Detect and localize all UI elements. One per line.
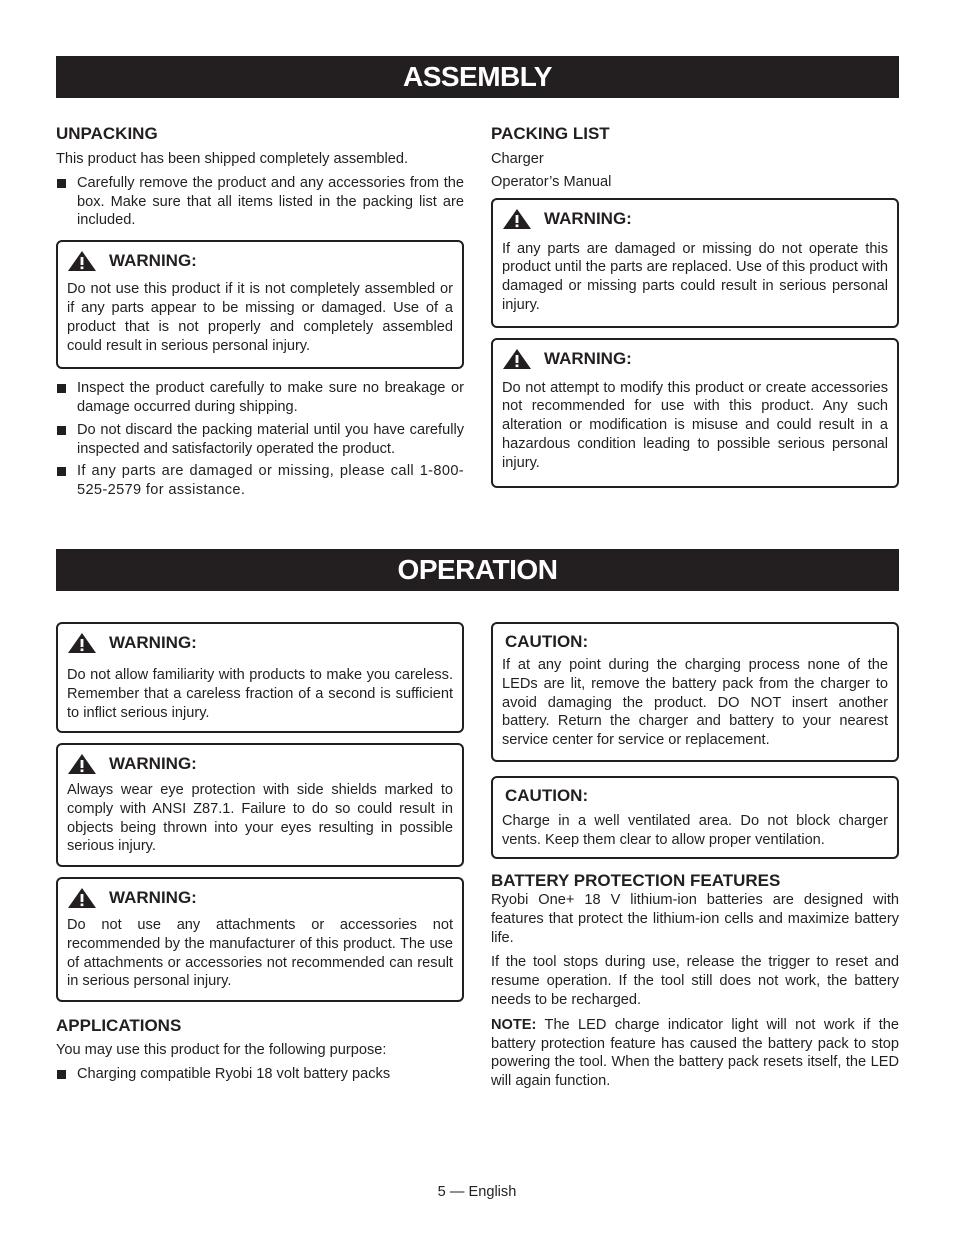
note-label: NOTE: bbox=[491, 1016, 537, 1033]
battery-protection-paragraph: Ryobi One+ 18 V lithium-ion batteries are designed with features that protect the lithium-ion cells and maximize battery life. bbox=[491, 892, 899, 946]
operation-right-column bbox=[491, 622, 899, 1091]
operation-warning-box-2 bbox=[56, 743, 464, 867]
warning-title bbox=[502, 208, 888, 230]
unpacking-intro: This product has been shipped completely assembled. bbox=[56, 151, 409, 167]
warning-title bbox=[67, 753, 453, 775]
warning-title-text: WARNING: bbox=[109, 633, 197, 652]
applications-heading: APPLICATIONS bbox=[56, 1016, 182, 1035]
packing-list-heading: PACKING LIST bbox=[491, 124, 610, 143]
unpacking-warning-box bbox=[56, 240, 464, 369]
applications-bullets bbox=[56, 1065, 464, 1084]
operation-header: OPERATION bbox=[56, 549, 899, 591]
warning-title-text: WARNING: bbox=[109, 888, 197, 907]
packing-warning-box-2 bbox=[491, 338, 899, 488]
warning-text: Do not attempt to modify this product or create accessories not recommended for use with this product. Any such alteration or modification is misuse and could result in a hazardous condition leading to possible serious personal injury. bbox=[502, 379, 888, 471]
packing-warning-box-1 bbox=[491, 198, 899, 328]
caution-box-1 bbox=[491, 622, 899, 762]
operation-warning-box-3 bbox=[56, 877, 464, 1002]
packing-list-section bbox=[491, 124, 899, 488]
warning-text: Always wear eye protection with side shields marked to comply with ANSI Z87.1. Failure to do so could result in objects being thrown into your eyes resulting in possible serious injury. bbox=[67, 782, 453, 855]
battery-protection-paragraph: If the tool stops during use, release the trigger to reset and resume operation. If the tool still does not work, the battery needs to be recharged. bbox=[491, 954, 899, 1008]
battery-protection-note bbox=[491, 1016, 899, 1091]
warning-title-text: WARNING: bbox=[544, 348, 632, 368]
operation-left-column bbox=[56, 622, 464, 1084]
unpacking-bullets-top bbox=[56, 174, 464, 230]
caution-title: CAUTION: bbox=[505, 786, 589, 805]
caution-text: If at any point during the charging process none of the LEDs are lit, remove the battery pack from the charger to avoid damaging the product. DO NOT insert another battery. Return the charger and battery to your nearest service center for service or replacement. bbox=[502, 657, 888, 749]
warning-triangle-icon bbox=[67, 632, 97, 654]
caution-box-2 bbox=[491, 776, 899, 859]
note-text: The LED charge indicator light will not work if the battery protection feature has caused the battery pack to stop powering the tool. When the battery pack resets itself, the LED will again function. bbox=[491, 1016, 899, 1090]
warning-title bbox=[67, 632, 453, 654]
operation-warning-box-1 bbox=[56, 622, 464, 733]
list-item: Inspect the product carefully to make sure no breakage or damage occurred during shipping. bbox=[56, 379, 464, 417]
warning-title bbox=[67, 887, 453, 909]
warning-triangle-icon bbox=[67, 887, 97, 909]
warning-text: Do not use any attachments or accessories not recommended by the manufacturer of this product. The use of attachments or accessories not recommended can result in serious personal injury. bbox=[67, 917, 453, 990]
list-item: Carefully remove the product and any accessories from the box. Make sure that all items listed in the packing list are included. bbox=[56, 174, 464, 230]
unpacking-bullets-bottom bbox=[56, 379, 464, 500]
warning-text: Do not allow familiarity with products to make you careless. Remember that a careless fraction of a second is sufficient to inflict serious injury. bbox=[67, 667, 453, 721]
battery-protection-heading: BATTERY PROTECTION FEATURES bbox=[491, 871, 781, 890]
applications-intro: You may use this product for the following purpose: bbox=[56, 1042, 387, 1058]
list-item: Charging compatible Ryobi 18 volt battery packs bbox=[56, 1065, 464, 1084]
unpacking-section bbox=[56, 124, 464, 500]
packing-list-item: Charger bbox=[491, 151, 544, 167]
unpacking-heading: UNPACKING bbox=[56, 124, 158, 143]
caution-text: Charge in a well ventilated area. Do not block charger vents. Keep them clear to allow proper ventilation. bbox=[502, 813, 888, 848]
caution-title: CAUTION: bbox=[505, 632, 589, 651]
warning-title bbox=[67, 250, 453, 272]
list-item: Do not discard the packing material until you have carefully inspected and satisfactorily operated the product. bbox=[56, 421, 464, 459]
warning-triangle-icon bbox=[67, 753, 97, 775]
page-footer: 5 — English bbox=[437, 1184, 517, 1200]
warning-triangle-icon bbox=[502, 348, 532, 370]
warning-title-text: WARNING: bbox=[109, 251, 197, 271]
warning-text: Do not use this product if it is not completely assembled or if any parts appear to be missing or damaged. Use of a product that is not properly and completely assembled could result in serious personal injury. bbox=[67, 281, 453, 354]
warning-title-text: WARNING: bbox=[544, 208, 632, 228]
warning-triangle-icon bbox=[67, 250, 97, 272]
list-item: If any parts are damaged or missing, please call 1-800-525-2579 for assistance. bbox=[56, 462, 464, 500]
warning-triangle-icon bbox=[502, 208, 532, 230]
warning-text: If any parts are damaged or missing do not operate this product until the parts are replaced. Use of this product with damaged or missing parts could result in serious personal injury. bbox=[502, 240, 888, 313]
warning-title bbox=[502, 348, 888, 370]
warning-title-text: WARNING: bbox=[109, 754, 197, 773]
assembly-header: ASSEMBLY bbox=[56, 56, 899, 98]
packing-list-item: Operator’s Manual bbox=[491, 173, 612, 190]
